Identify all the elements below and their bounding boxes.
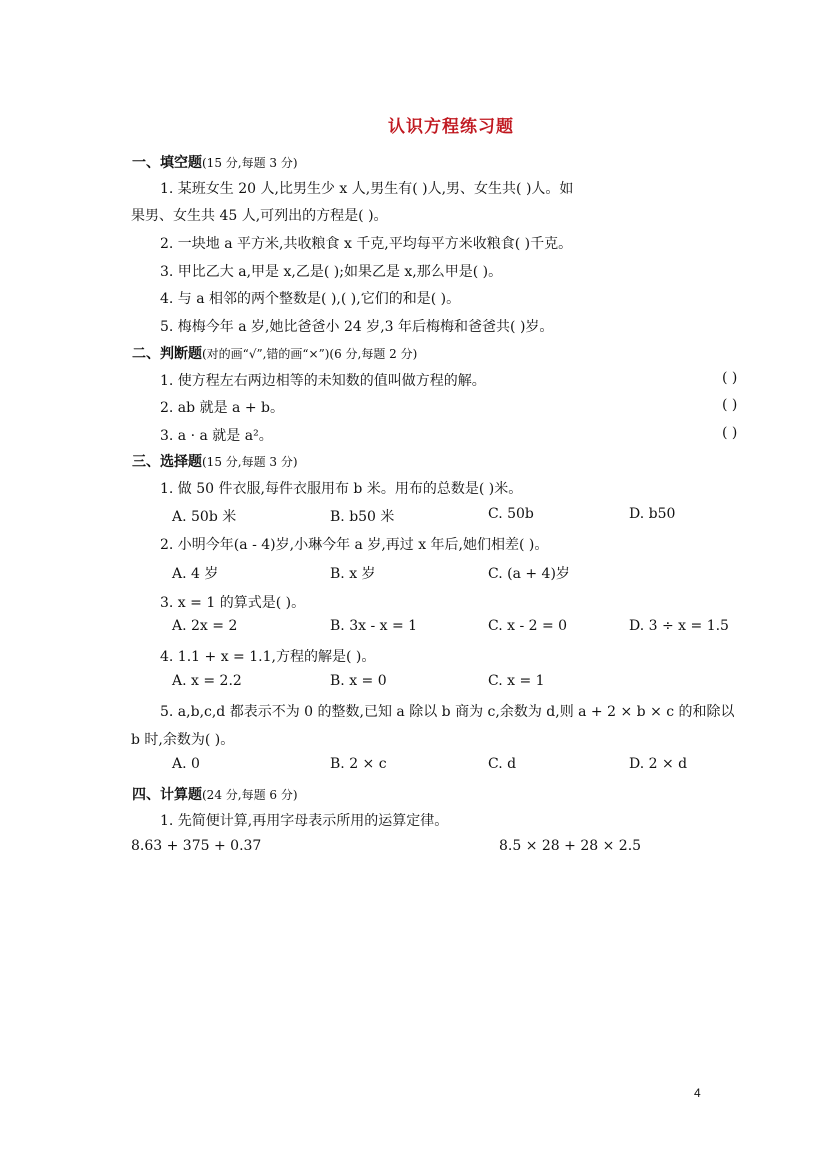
s3-q2-option-c: C. (a + 4)岁 — [488, 566, 570, 582]
s4-expression-1: 8.63 + 375 + 0.37 — [131, 838, 262, 854]
s1-q3: 3. 甲比乙大 a,甲是 x,乙是( );如果乙是 x,那么甲是( )。 — [160, 264, 503, 280]
s3-q2-option-a: A. 4 岁 — [172, 566, 219, 582]
section-3-note: (15 分,每题 3 分) — [202, 455, 298, 469]
section-4-header — [132, 784, 298, 804]
s3-q5-option-d: D. 2 × d — [629, 756, 688, 772]
s2-q2-answer: ( ) — [722, 397, 738, 413]
s3-q5-line2: b 时,余数为( )。 — [131, 732, 235, 748]
section-2-heading: 二、判断题 — [132, 346, 202, 362]
page-title: 认识方程练习题 — [388, 117, 514, 137]
s3-q1-option-c: C. 50b — [488, 506, 534, 522]
s2-q1: 1. 使方程左右两边相等的未知数的值叫做方程的解。 — [160, 373, 486, 389]
s2-q3: 3. a · a 就是 a²。 — [160, 428, 273, 444]
s3-q1-option-d: D. b50 — [629, 506, 676, 522]
section-2-note: (对的画“√”,错的画“×”)(6 分,每题 2 分) — [202, 347, 418, 361]
s3-q5-option-c: C. d — [488, 756, 517, 772]
s2-q2: 2. ab 就是 a + b。 — [160, 400, 284, 416]
section-4-note: (24 分,每题 6 分) — [202, 788, 298, 802]
s2-q1-answer: ( ) — [722, 370, 738, 386]
section-1-note: (15 分,每题 3 分) — [202, 156, 298, 170]
section-3-header — [132, 451, 298, 471]
section-4-heading: 四、计算题 — [132, 787, 202, 803]
s3-q5-line1: 5. a,b,c,d 都表示不为 0 的整数,已知 a 除以 b 商为 c,余数为 d,则 a + 2 × b × c 的和除以 — [160, 704, 735, 720]
s3-q5-option-b: B. 2 × c — [330, 756, 387, 772]
s1-q1-line1: 1. 某班女生 20 人,比男生少 x 人,男生有( )人,男、女生共( )人。如 — [160, 181, 574, 197]
section-1-heading: 一、填空题 — [132, 155, 202, 171]
s3-q4-option-c: C. x = 1 — [488, 673, 545, 689]
s3-q2-option-b: B. x 岁 — [330, 566, 376, 582]
section-2-header — [132, 343, 417, 363]
s3-q1: 1. 做 50 件衣服,每件衣服用布 b 米。用布的总数是( )米。 — [160, 481, 523, 497]
s3-q2: 2. 小明今年(a - 4)岁,小琳今年 a 岁,再过 x 年后,她们相差( )。 — [160, 537, 549, 553]
page-number: 4 — [694, 1086, 701, 1100]
s1-q5: 5. 梅梅今年 a 岁,她比爸爸小 24 岁,3 年后梅梅和爸爸共( )岁。 — [160, 319, 554, 335]
s3-q5-option-a: A. 0 — [172, 756, 200, 772]
s2-q3-answer: ( ) — [722, 425, 738, 441]
s3-q1-option-b: B. b50 米 — [330, 509, 395, 525]
s1-q2: 2. 一块地 a 平方米,共收粮食 x 千克,平均每平方米收粮食( )千克。 — [160, 236, 573, 252]
s3-q4-option-b: B. x = 0 — [330, 673, 387, 689]
s3-q1-option-a: A. 50b 米 — [172, 509, 237, 525]
s4-expression-2: 8.5 × 28 + 28 × 2.5 — [499, 838, 642, 854]
s3-q3-option-b: B. 3x - x = 1 — [330, 618, 418, 634]
s3-q4-option-a: A. x = 2.2 — [172, 673, 242, 689]
s1-q4: 4. 与 a 相邻的两个整数是( ),( ),它们的和是( )。 — [160, 291, 461, 307]
s1-q1-line2: 果男、女生共 45 人,可列出的方程是( )。 — [131, 208, 388, 224]
s3-q3-option-d: D. 3 ÷ x = 1.5 — [629, 618, 729, 634]
s3-q3-option-c: C. x - 2 = 0 — [488, 618, 568, 634]
s3-q3-option-a: A. 2x = 2 — [172, 618, 238, 634]
section-3-heading: 三、选择题 — [132, 454, 202, 470]
section-1-header — [132, 152, 298, 172]
s3-q4: 4. 1.1 + x = 1.1,方程的解是( )。 — [160, 649, 376, 665]
s3-q3: 3. x = 1 的算式是( )。 — [160, 595, 306, 611]
s4-q1: 1. 先简便计算,再用字母表示所用的运算定律。 — [160, 813, 449, 829]
